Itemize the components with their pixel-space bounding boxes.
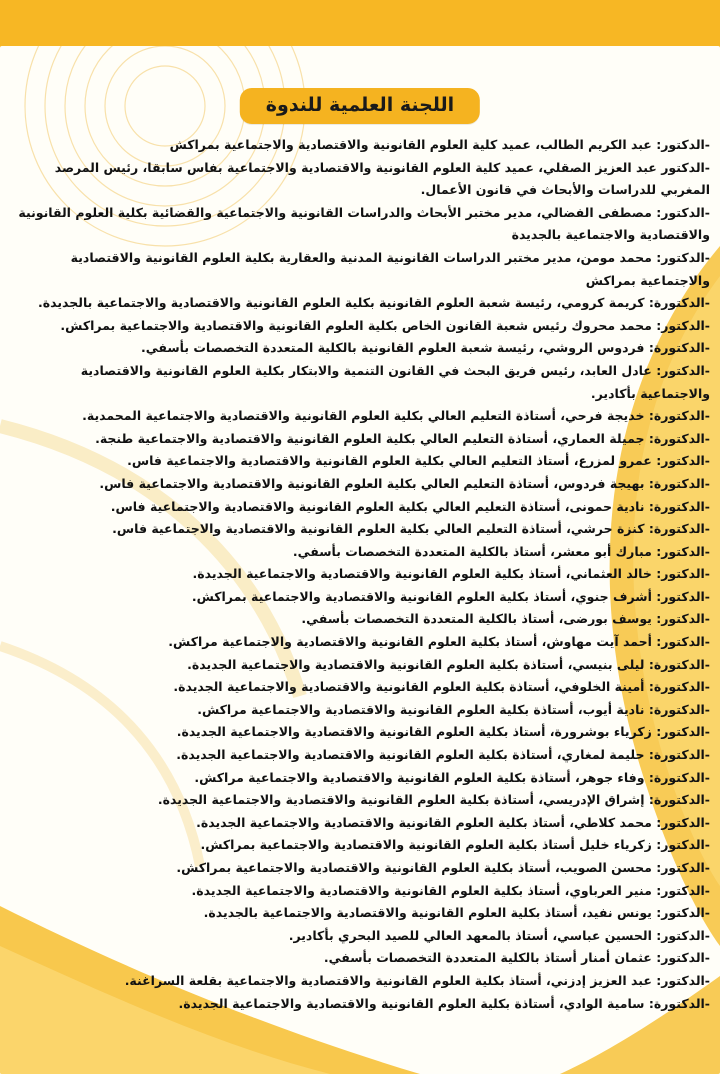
member-item: -الدكتورة: أمينة الخلوفي، أستاذة بكلية العلوم القانونية والاقتصادية والاجتماعية الجديدة. xyxy=(173,679,710,695)
title-banner xyxy=(240,88,480,124)
member-item: -الدكتورة: بهيجة فردوس، أستاذة التعليم العالي بكلية العلوم القانونية والاقتصادية والاجتماعية فاس. xyxy=(99,475,710,491)
member-item: -الدكتورة: كريمة كرومي، رئيسة شعبة العلوم القانونية بكلية العلوم القانونية والاقتصادية والاجتماعية بالجديدة. xyxy=(37,295,710,311)
member-item: -الدكتور: عادل العابد، رئيس فريق البحث في القانون التنمية والابتكار بكلية العلوم القانونية والاقتصادية والاجتماعية بأكادير. xyxy=(80,362,710,401)
member-item: -الدكتورة: كنزة حرشي، أستاذة التعليم العالي بكلية العلوم القانونية والاقتصادية والاجتماعية فاس. xyxy=(112,521,710,537)
member-item: -الدكتور: خالد العثماني، أستاذ بكلية العلوم القانونية والاقتصادية والاجتماعية الجديدة. xyxy=(192,566,710,582)
member-item: -الدكتور: مصطفى الفضالي، مدير مختبر الأبحاث والدراسات القانونية والاجتماعية والقضائية بكلية العلوم القانونية والاقتصادية والاجتماعية بالجديدة xyxy=(18,204,710,243)
member-item: -الدكتورة: فردوس الروشي، رئيسة شعبة العلوم القانونية بالكلية المتعددة التخصصات بأسفي. xyxy=(140,340,710,356)
member-item: -الدكتور: زكرياء بوشرورة، أستاذ بكلية العلوم القانونية والاقتصادية والاجتماعية الجديدة. xyxy=(176,724,710,740)
member-item: -الدكتور: أحمد آيت مهاوش، أستاذ بكلية العلوم القانونية والاقتصادية والاجتماعية مراكش. xyxy=(168,634,710,650)
document-title: اللجنة العلمية للندوة xyxy=(265,94,455,116)
member-item: -الدكتور: مبارك أبو معشر، أستاذ بالكلية المتعددة التخصصات بأسفي. xyxy=(292,543,710,559)
member-item: -الدكتورة: وفاء جوهر، أستاذة بكلية العلوم القانونية والاقتصادية والاجتماعية مراكش. xyxy=(194,769,710,785)
member-item: -الدكتورة: خديجة فرحي، أستاذة التعليم العالي بكلية العلوم القانونية والاقتصادية والاجتماعية المحمدية. xyxy=(82,408,710,424)
member-item: -الدكتورة: جميلة العماري، أستاذة التعليم العالي بكلية العلوم القانونية والاقتصادية والاجتماعية طنجة. xyxy=(95,430,710,446)
member-item: -الدكتور: منير العرباوي، أستاذ بكلية العلوم القانونية والاقتصادية والاجتماعية الجديدة. xyxy=(191,882,710,898)
member-item: -الدكتور: يوسف بورضى، أستاذ بالكلية المتعددة التخصصات بأسفي. xyxy=(301,611,710,627)
member-item: -الدكتور: أشرف جنوي، أستاذ بكلية العلوم القانونية والاقتصادية والاجتماعية بمراكش. xyxy=(191,588,710,604)
member-item: -الدكتورة: إشراق الإدريسي، أستاذة بكلية العلوم القانونية والاقتصادية والاجتماعية الجديدة. xyxy=(157,792,710,808)
member-item: -الدكتور: عبد العزيز إدزني، أستاذ بكلية العلوم القانونية والاقتصادية والاجتماعية بقلعة السراغنة. xyxy=(124,972,710,988)
member-item: -الدكتورة: سامية الوادي، أستاذة بكلية العلوم القانونية والاقتصادية والاجتماعية الجديدة. xyxy=(178,995,710,1011)
committee-member-list xyxy=(8,134,710,1015)
member-item: -الدكتورة: نادية حمونى، أستاذة التعليم العالي بكلية العلوم القانونية والاقتصادية والاجتماعية فاس. xyxy=(110,498,710,514)
member-item: -الدكتور: محمد مومن، مدير مختبر الدراسات القانونية المدنية والعقارية بكلية العلوم القانونية والاقتصادية والاجتماعية بمراكش xyxy=(70,249,710,288)
member-item: -الدكتور عبد العزيز الصقلي، عميد كلية العلوم القانونية والاقتصادية والاجتماعية بفاس سابقا، رئيس المرصد المغربي للدراسات والأبحاث في قانون الأعمال. xyxy=(54,159,710,198)
member-item: -الدكتور: محمد كلاطي، أستاذ بكلية العلوم القانونية والاقتصادية والاجتماعية الجديدة. xyxy=(196,814,710,830)
member-item: -الدكتور: يونس نفيد، أستاذ بكلية العلوم القانونية والاقتصادية والاجتماعية بالجديدة. xyxy=(203,905,710,921)
member-item: -الدكتور: عثمان أمنار أستاذ بالكلية المتعددة التخصصات بأسفي. xyxy=(323,950,710,966)
member-item: -الدكتور: عبد الكريم الطالب، عميد كلية العلوم القانونية والاقتصادية والاجتماعية بمراكش xyxy=(169,137,710,152)
member-item: -الدكتورة: نادية أيوب، أستاذة بكلية العلوم القانونية والاقتصادية والاجتماعية مراكش. xyxy=(197,701,710,717)
top-banner-band xyxy=(0,0,720,48)
member-item: -الدكتورة: حليمة لمغاري، أستاذة بكلية العلوم القانونية والاقتصادية والاجتماعية الجديدة. xyxy=(176,747,710,763)
document-sheet xyxy=(0,46,720,1074)
member-item: -الدكتور: الحسين عباسي، أستاذ بالمعهد العالي للصيد البحري بأكادير. xyxy=(288,927,710,943)
member-item: -الدكتور: محسن الصويب، أستاذ بكلية العلوم القانونية والاقتصادية والاجتماعية بمراكش. xyxy=(176,860,710,875)
member-item: -الدكتور: زكرياء خليل أستاذ بكلية العلوم القانونية والاقتصادية والاجتماعية بمراكش. xyxy=(200,837,710,853)
member-item: -الدكتور: محمد محروك رئيس شعبة القانون الخاص بكلية العلوم القانونية والاقتصادية والاجتماعية بمراكش. xyxy=(60,317,710,333)
member-item: -الدكتور: عمرو لمزرع، أستاذ التعليم العالي بكلية العلوم القانونية والاقتصادية والاجتماعية فاس. xyxy=(127,453,710,469)
member-item: -الدكتورة: ليلى بنيسي، أستاذة بكلية العلوم القانونية والاقتصادية والاجتماعية الجديدة. xyxy=(187,656,710,672)
